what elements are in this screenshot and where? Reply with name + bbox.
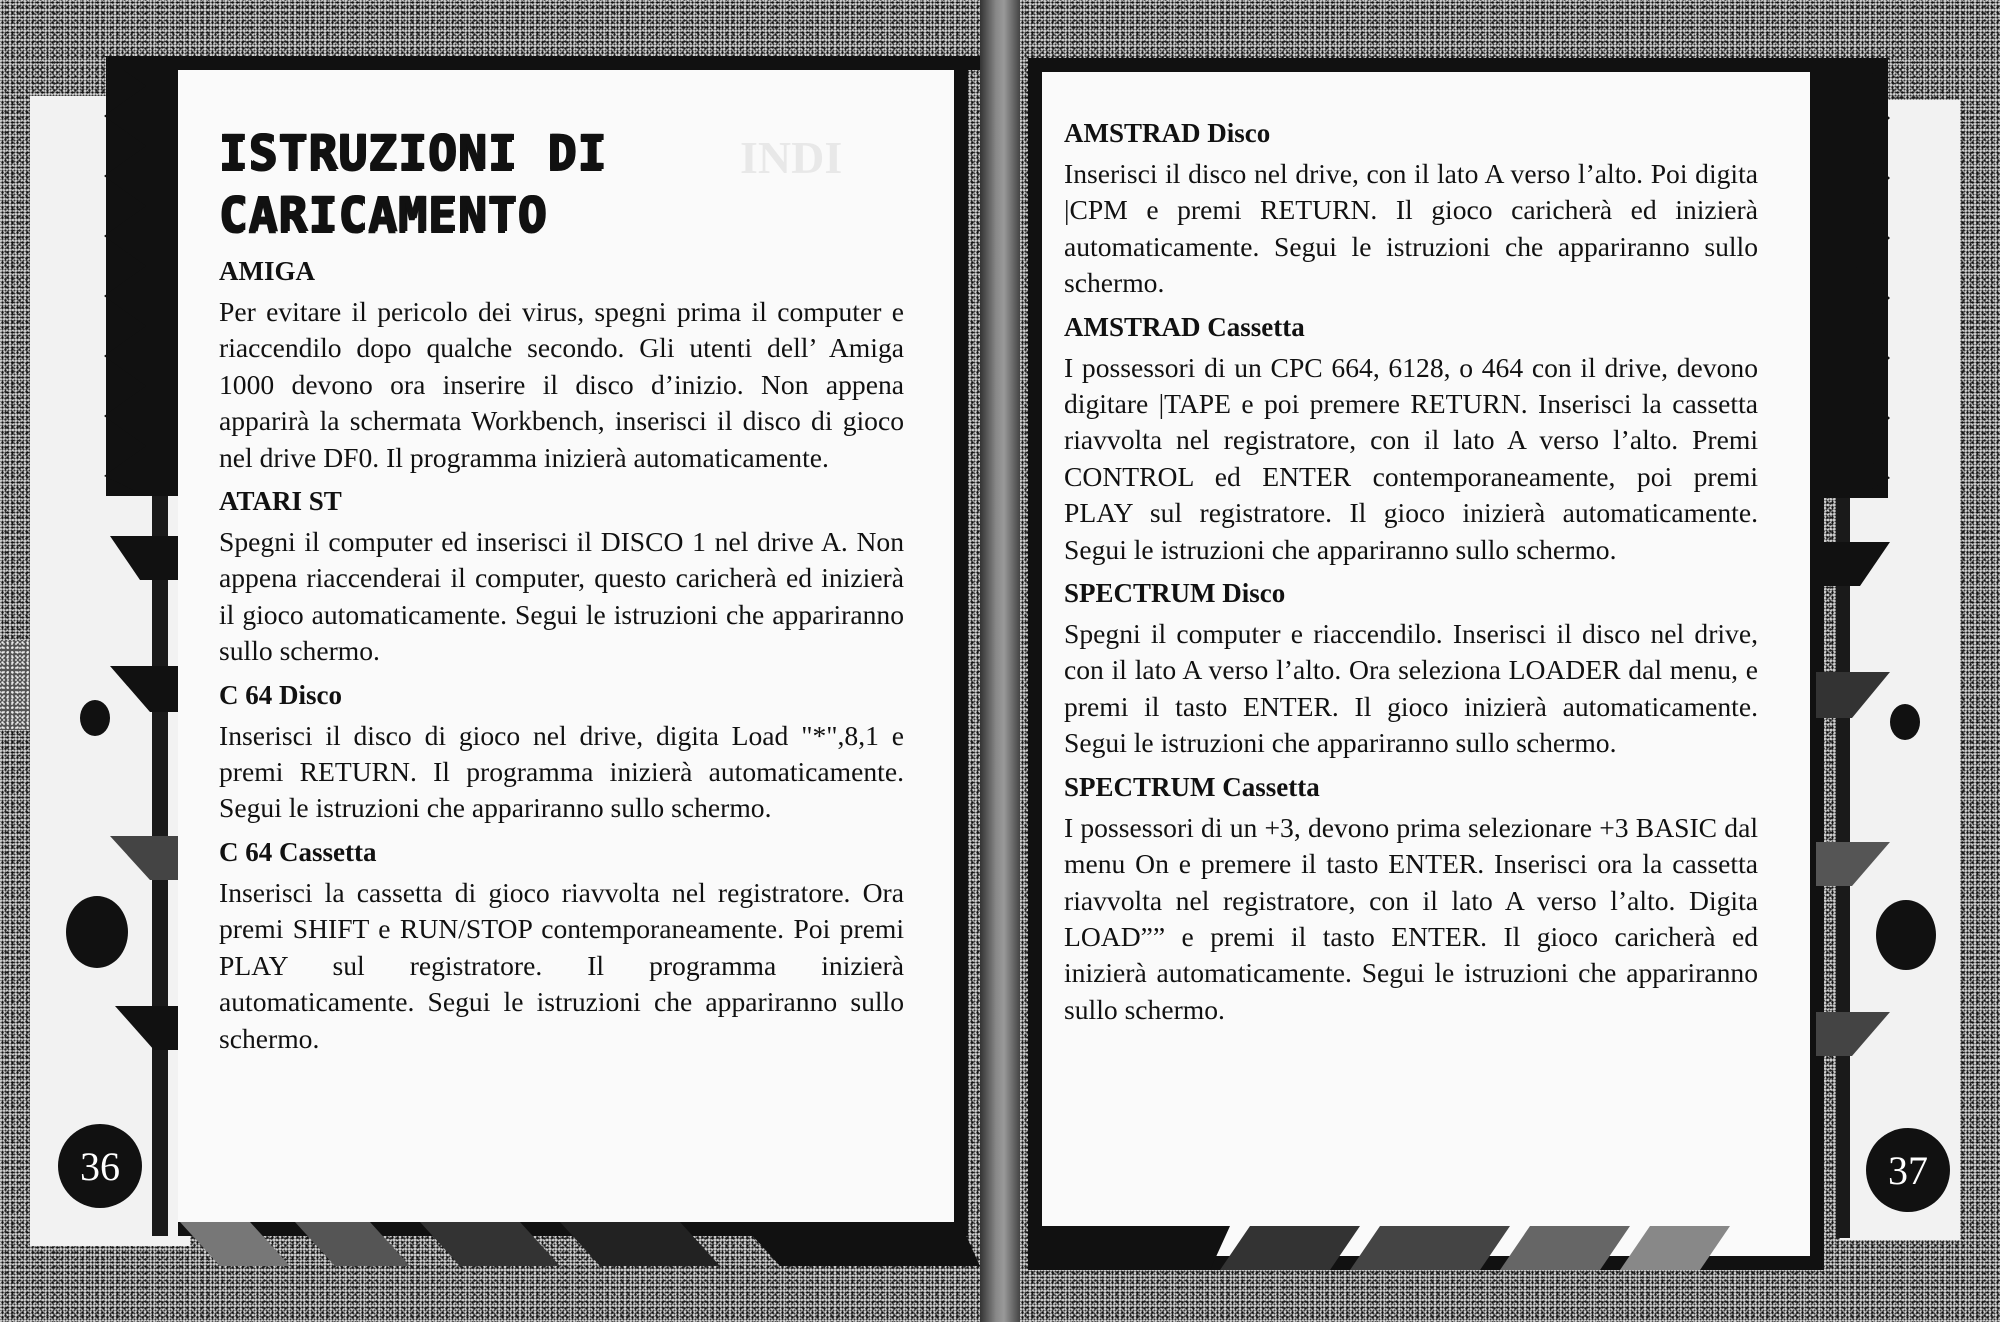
page-number-left: 36 bbox=[58, 1124, 142, 1208]
bottom-stripes bbox=[180, 1222, 980, 1272]
page-number-right: 37 bbox=[1866, 1128, 1950, 1212]
large-dot-right bbox=[1876, 900, 1936, 970]
left-page bbox=[0, 0, 990, 1322]
page-title bbox=[218, 122, 778, 246]
left-instructions bbox=[219, 252, 904, 1063]
section-body-spectrum-cassetta: I possessori di un +3, devono prima selezionare +3 BASIC dal menu On e premere il tasto ENTER. Inserisci ora la cassetta riavvolta nel registratore, con il lato A verso l’alto. Digita LOAD”” e premi il tasto ENTER. Il gioco caricherà ed inizierà automaticamente. Segui le istruzioni che appariranno sullo schermo. bbox=[1064, 811, 1758, 1025]
rail-tabs-right bbox=[1816, 542, 1896, 1062]
section-heading-spectrum-disco: SPECTRUM Disco bbox=[1064, 578, 1286, 609]
title-line-1: ISTRUZIONI DI bbox=[218, 125, 607, 181]
section-body-spectrum-disco: Spegni il computer e riaccendilo. Inserisci il disco nel drive, con il lato A verso l’alto. Ora seleziona LOADER dal menu, e premi il tasto ENTER. Il gioco inizierà automaticamente. Segui le istruzioni che appariranno sullo schermo. bbox=[1064, 618, 1758, 759]
section-heading-c64-disco: C 64 Disco bbox=[219, 679, 342, 710]
top-black-bar bbox=[106, 56, 986, 70]
section-body-amiga: Per evitare il pericolo dei virus, spegni prima il computer e riaccendilo dopo qualche secondo. Gli utenti dell’ Amiga 1000 devono ora inserire il disco d’inizio. Non appena apparirà la schermata Workbench, inserisci il disco di gioco nel drive DF0. Il programma inizierà automaticamente. bbox=[219, 296, 904, 473]
section-body-c64-disco: Inserisci il disco di gioco nel drive, digita Load "*",8,1 e premi RETURN. Il programma inizierà automaticamente. Segui le istruzioni che appariranno sullo schermo. bbox=[219, 719, 904, 824]
section-body-atari: Spegni il computer ed inserisci il DISCO 1 nel drive A. Non appena riaccenderai il computer, questo caricherà ed inizierà il gioco automaticamente. Segui le istruzioni che appariranno sullo schermo. bbox=[219, 526, 904, 667]
small-dot bbox=[80, 700, 110, 736]
section-heading-c64-cassetta: C 64 Cassetta bbox=[219, 836, 377, 867]
bottom-stripes-right bbox=[1030, 1226, 1830, 1276]
section-body-amstrad-disco: Inserisci il disco nel drive, con il lato A verso l’alto. Poi digita |CPM e premi RETURN. Il gioco caricherà ed inizierà automaticamente. Segui le istruzioni che appariranno sullo schermo. bbox=[1064, 158, 1758, 299]
section-body-amstrad-cassetta: I possessori di un CPC 664, 6128, o 464 con il drive, devono digitare |TAPE e poi premere RETURN. Inserisci la cassetta riavvolta nel registratore, con il lato A verso l’alto. Premi CONTROL ed ENTER contemporaneamente, poi premi PLAY sul registratore. Il gioco inizierà automaticamente. Segui le istruzioni che appariranno sullo schermo. bbox=[1064, 351, 1758, 565]
large-dot bbox=[66, 896, 128, 968]
section-heading-amstrad-disco: AMSTRAD Disco bbox=[1064, 118, 1271, 148]
right-instructions bbox=[1064, 114, 1758, 1034]
section-heading-amstrad-cassetta: AMSTRAD Cassetta bbox=[1064, 311, 1305, 342]
title-line-2: CARICAMENTO bbox=[218, 187, 547, 243]
section-heading-amiga: AMIGA bbox=[219, 256, 315, 286]
section-heading-atari: ATARI ST bbox=[219, 486, 342, 517]
sawtooth-edge bbox=[104, 56, 184, 496]
small-dot-right bbox=[1890, 704, 1920, 740]
section-heading-spectrum-cassetta: SPECTRUM Cassetta bbox=[1064, 771, 1320, 802]
edge-pattern bbox=[0, 640, 30, 730]
section-body-c64-cassetta: Inserisci la cassetta di gioco riavvolta nel registratore. Ora premi SHIFT e RUN/STOP contemporaneamente. Poi premi PLAY sul registratore. Il programma inizierà automaticamente. Segui le istruzioni che appariranno sullo schermo. bbox=[219, 876, 904, 1054]
sawtooth-edge-right bbox=[1818, 58, 1890, 498]
